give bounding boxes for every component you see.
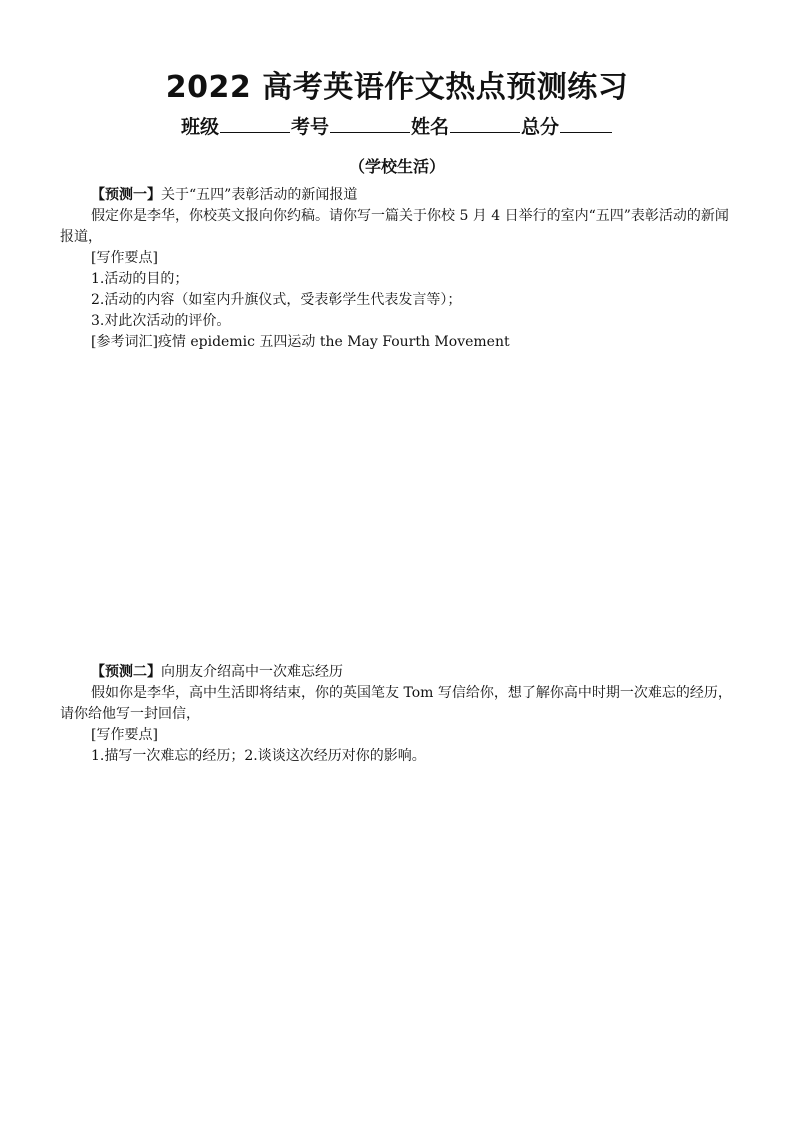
exam-no-blank bbox=[330, 114, 410, 133]
task2-heading-line bbox=[60, 662, 738, 683]
task1-prompt: 假定你是李华，你校英文报向你约稿。请你写一篇关于你校 5 月 4 日举行的室内“五四”表彰活动的新闻报道， bbox=[60, 208, 729, 245]
task2-block bbox=[60, 662, 738, 767]
task1-points-header: [写作要点] bbox=[91, 250, 158, 266]
task1-vocab: [参考词汇]疫情 epidemic 五四运动 the May Fourth Movement bbox=[91, 334, 510, 350]
score-label: 总分 bbox=[521, 116, 560, 138]
task2-heading: 向朋友介绍高中一次难忘经历 bbox=[161, 664, 343, 680]
name-label: 姓名 bbox=[411, 116, 450, 138]
task2-prompt: 假如你是李华，高中生活即将结束，你的英国笔友 Tom 写信给你，想了解你高中时期一次难忘的经历， 请你给他写一封回信， bbox=[60, 685, 732, 722]
task1-point-1: 1.活动的目的； bbox=[91, 271, 189, 287]
task2-bracket-label: 【预测二】 bbox=[91, 664, 161, 680]
task1-heading: 关于“五四”表彰活动的新闻报道 bbox=[161, 187, 358, 203]
page-title: 2022 高考英语作文热点预测练习 bbox=[165, 70, 629, 105]
task1-bracket-label: 【预测一】 bbox=[91, 187, 161, 203]
score-blank bbox=[560, 114, 612, 133]
task1-block bbox=[60, 185, 738, 353]
class-blank bbox=[220, 114, 290, 133]
task1-heading-line bbox=[60, 185, 738, 206]
section-title: （学校生活） bbox=[348, 157, 445, 176]
student-info-line bbox=[0, 112, 794, 139]
exam-no-label: 考号 bbox=[290, 116, 329, 138]
task1-point-2: 2.活动的内容（如室内升旗仪式，受表彰学生代表发言等）； bbox=[91, 292, 462, 308]
name-blank bbox=[450, 114, 520, 133]
task2-points-header: [写作要点] bbox=[91, 727, 158, 743]
task2-points: 1.描写一次难忘的经历；2.谈谈这次经历对你的影响。 bbox=[91, 748, 426, 764]
task1-point-3: 3.对此次活动的评价。 bbox=[91, 313, 231, 329]
class-label: 班级 bbox=[180, 116, 219, 138]
